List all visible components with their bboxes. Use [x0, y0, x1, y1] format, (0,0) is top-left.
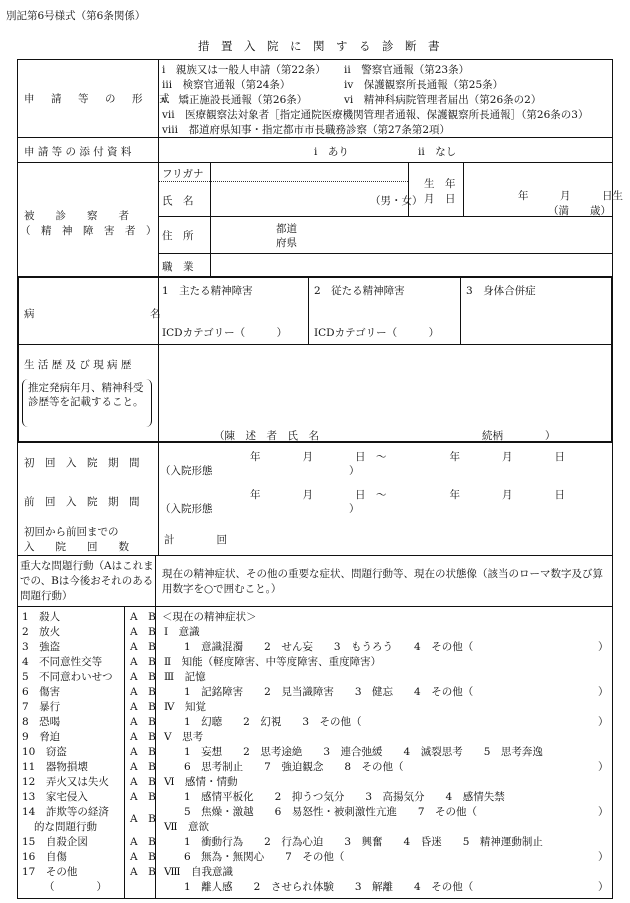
- application-item-iv: iv 保護観察所長通報（第25条）: [344, 79, 504, 91]
- informant-name-label: （陳 述 者 氏 名: [214, 430, 319, 442]
- first-admission-period: 年 月 日 ～ 年 月 日: [250, 451, 565, 463]
- ab-marker: A B: [130, 686, 156, 698]
- problem-item: 8 恐喝: [22, 716, 61, 728]
- informant-relation-label: 続柄 ）: [482, 430, 556, 442]
- symptom-options: 6 無為・無関心 7 その他（: [184, 851, 345, 863]
- problem-item: 12 弄火又は失火: [22, 776, 109, 788]
- dob-value: 年 月 日生: [518, 190, 623, 202]
- problem-item: 6 傷害: [22, 686, 61, 698]
- close-paren: ）: [598, 881, 609, 893]
- prev-admission-form: （入院形態 ）: [160, 503, 360, 515]
- name-label: 氏 名: [162, 195, 194, 207]
- ab-marker: A B: [130, 701, 156, 713]
- ab-marker: A B: [130, 731, 156, 743]
- problem-item: 1 殺人: [22, 611, 61, 623]
- dob-label-2: 月 日: [424, 193, 456, 205]
- first-admission-label: 初 回 入 院 期 間: [24, 457, 140, 469]
- admission-count-total: 計 回: [164, 534, 227, 546]
- ab-marker: A B: [130, 641, 156, 653]
- occupation-label: 職 業: [162, 261, 194, 273]
- disease-label: 病 名: [24, 308, 161, 320]
- symptom-options: 1 衝動行為 2 行為心迫 3 興奮 4 昏迷 5 精神運動制止: [184, 836, 543, 848]
- symptom-options: 1 意識混濁 2 せん妄 3 もうろう 4 その他（: [184, 641, 474, 653]
- dob-label-1: 生 年: [424, 178, 456, 190]
- problem-item: 14 詐欺等の経済: [22, 806, 109, 818]
- close-paren: ）: [598, 851, 609, 863]
- ab-marker: A B: [130, 611, 156, 623]
- symptom-options: 6 思考制止 7 強迫観念 8 その他（: [184, 761, 404, 773]
- symptom-options: 1 感情平板化 2 抑うつ気分 3 高揚気分 4 感情失禁: [184, 791, 505, 803]
- problem-behavior-header: 重大な問題行動（Aはこれまでの、Bは今後おそれのある問題行動）: [20, 560, 154, 602]
- problem-item: 3 強盗: [22, 641, 61, 653]
- physical-complication-label: 3 身体合併症: [466, 285, 536, 297]
- icd-main: ICDカテゴリー（ ）: [162, 327, 288, 339]
- symptom-category: Ⅷ 自我意識: [164, 866, 234, 878]
- application-item-viii: viii 都道府県知事・指定都市市長職務診察（第27条第2項）: [162, 124, 451, 136]
- problem-item: 7 暴行: [22, 701, 61, 713]
- history-note: 推定発病年月、精神科受診歴等を記載すること。: [28, 382, 144, 408]
- problem-item-other-blank: （ ）: [44, 881, 107, 893]
- symptom-options: 1 離人感 2 させられ体験 3 解離 4 その他（: [184, 881, 474, 893]
- application-type-label: 申 請 等 の 形 式: [24, 93, 173, 105]
- problem-item: 5 不同意わいせつ: [22, 671, 113, 683]
- symptom-category: Ⅴ 思考: [164, 731, 204, 743]
- problem-item: 2 放火: [22, 626, 61, 638]
- ab-marker: A B: [130, 851, 156, 863]
- problem-item: 16 自傷: [22, 851, 67, 863]
- symptoms-header: 現在の精神症状、その他の重要な症状、問題行動等、現在の状態像（該当のローマ数字及び算用数字を○で囲むこと。）: [162, 568, 603, 595]
- current-symptoms-title: ＜現在の精神症状＞: [162, 611, 257, 623]
- ab-marker: A B: [130, 746, 156, 758]
- problem-item: 9 脅迫: [22, 731, 61, 743]
- symptom-options: 1 幻聴 2 幻視 3 その他（: [184, 716, 362, 728]
- prev-admission-label: 前 回 入 院 期 間: [24, 496, 140, 508]
- age-field: （満 歳）: [548, 205, 611, 217]
- problem-item-continuation: 的な問題行動: [34, 821, 97, 833]
- close-paren: ）: [598, 641, 609, 653]
- problem-item: 4 不同意性交等: [22, 656, 103, 668]
- icd-sub: ICDカテゴリー（ ）: [314, 327, 440, 339]
- attachment-no: ii なし: [418, 146, 457, 158]
- application-item-iii: iii 検察官通報（第24条）: [162, 79, 291, 91]
- main-disorder-label: 1 主たる精神障害: [162, 285, 253, 297]
- application-item-vii: vii 医療観察法対象者［指定通院医療機関管理者通報、保護観察所長通報］（第26条の3）: [162, 109, 589, 121]
- close-paren: ）: [598, 761, 609, 773]
- page-title: 措 置 入 院 に 関 す る 診 断 書: [198, 39, 440, 53]
- history-label: 生 活 歴 及 び 現 病 歴: [24, 359, 132, 371]
- close-paren: ）: [598, 806, 609, 818]
- ab-marker: A B: [130, 836, 156, 848]
- ab-marker: A B: [130, 791, 156, 803]
- prev-admission-period: 年 月 日 ～ 年 月 日: [250, 489, 565, 501]
- ab-marker: A B: [130, 776, 156, 788]
- prefecture-line-2: 府県: [276, 237, 297, 249]
- admission-count-label-2: 入 院 回 数: [24, 541, 129, 553]
- symptom-category: Ⅶ 意欲: [164, 821, 210, 833]
- sub-disorder-label: 2 従たる精神障害: [314, 285, 405, 297]
- first-admission-form: （入院形態 ）: [160, 465, 360, 477]
- sex-field: （男・女）: [370, 195, 423, 207]
- application-item-vi: vi 精神科病院管理者届出（第26条の2）: [344, 94, 542, 106]
- problem-item: 10 窃盗: [22, 746, 67, 758]
- admission-count-label-1: 初回から前回までの: [24, 526, 119, 538]
- ab-marker: A B: [130, 813, 156, 825]
- symptom-category: Ⅳ 知覚: [164, 701, 206, 713]
- symptom-category: Ⅵ 感情・情動: [164, 776, 238, 788]
- application-item-v: v 矯正施設長通報（第26条）: [162, 94, 308, 106]
- symptom-options: 1 記銘障害 2 見当識障害 3 健忘 4 その他（: [184, 686, 474, 698]
- symptom-category: Ⅲ 記憶: [164, 671, 206, 683]
- application-item-ii: ii 警察官通報（第23条）: [344, 64, 470, 76]
- problem-item: 13 家宅侵入: [22, 791, 88, 803]
- close-paren: ）: [598, 716, 609, 728]
- symptom-category: Ⅰ 意識: [164, 626, 200, 638]
- attachment-label: 申 請 等 の 添 付 資 料: [24, 146, 132, 158]
- problem-item: 15 自殺企図: [22, 836, 88, 848]
- ab-marker: A B: [130, 761, 156, 773]
- ab-marker: A B: [130, 656, 156, 668]
- ab-marker: A B: [130, 716, 156, 728]
- close-paren: ）: [598, 686, 609, 698]
- address-label: 住 所: [162, 230, 194, 242]
- patient-label: 被 診 察 者: [24, 210, 129, 222]
- problem-item: 17 その他: [22, 866, 78, 878]
- problem-item: 11 器物損壊: [22, 761, 88, 773]
- application-item-i: i 親族又は一般人申請（第22条）: [162, 64, 326, 76]
- ab-marker: A B: [130, 671, 156, 683]
- symptom-options: 1 妄想 2 思考途絶 3 連合弛緩 4 滅裂思考 5 思考奔逸: [184, 746, 543, 758]
- ab-marker: A B: [130, 866, 156, 878]
- symptom-options: 5 焦燥・激越 6 易怒性・被刺激性亢進 7 その他（: [184, 806, 478, 818]
- furigana-label: フリガナ: [162, 168, 204, 180]
- form-reference: 別記第6号様式（第6条関係）: [6, 10, 146, 22]
- patient-sublabel: （ 精 神 障 害 者 ）: [20, 225, 157, 237]
- attachment-yes: i あり: [314, 146, 349, 158]
- symptom-category: Ⅱ 知能（軽度障害、中等度障害、重度障害）: [164, 656, 382, 668]
- prefecture-line-1: 都道: [276, 223, 297, 235]
- ab-marker: A B: [130, 626, 156, 638]
